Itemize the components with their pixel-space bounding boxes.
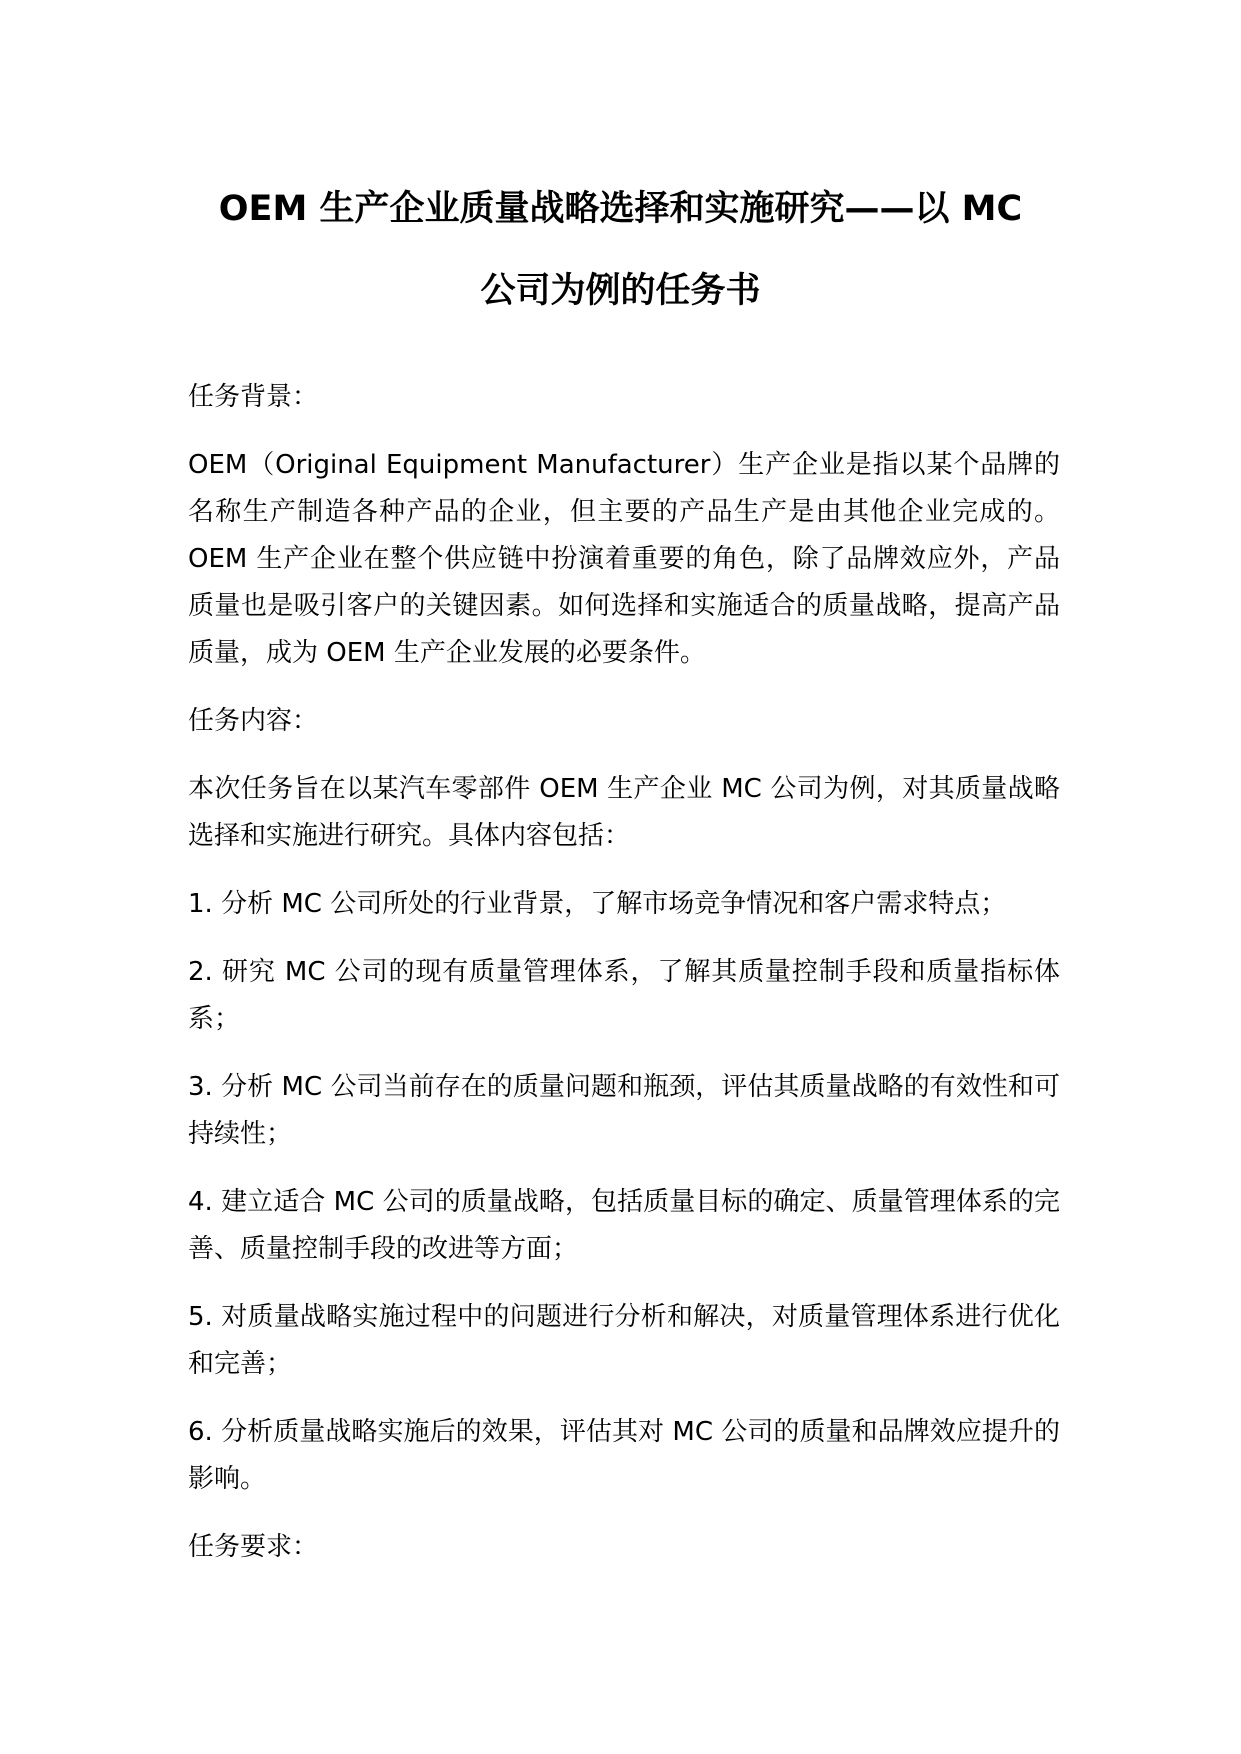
document-body: [188, 374, 1060, 1592]
title-line-2: 公司为例的任务书: [480, 271, 761, 311]
background-paragraph: OEM（Original Equipment Manufacturer）生产企业是指以某个品牌的名称生产制造各种产品的企业，但主要的产品生产是由其他企业完成的。OEM 生产企业在整个供应链中扮演着重要的角色，除了品牌效应外，产品质量也是吸引客户的关键因素。如何选择和实施适合的质量战略，提高产品质量，成为 OEM 生产企业发展的必要条件。: [188, 450, 1060, 668]
list-item: 3. 分析 MC 公司当前存在的质量问题和瓶颈，评估其质量战略的有效性和可持续性；: [188, 1072, 1060, 1149]
list-item: 4. 建立适合 MC 公司的质量战略，包括质量目标的确定、质量管理体系的完善、质量控制手段的改进等方面；: [188, 1187, 1060, 1264]
list-item: 1. 分析 MC 公司所处的行业背景，了解市场竞争情况和客户需求特点；: [188, 889, 1007, 919]
requirements-heading: 任务要求：: [188, 1532, 319, 1562]
document-title: [150, 168, 1091, 332]
list-item: 5. 对质量战略实施过程中的问题进行分析和解决，对质量管理体系进行优化和完善；: [188, 1302, 1060, 1379]
list-item: 2. 研究 MC 公司的现有质量管理体系，了解其质量控制手段和质量指标体系；: [188, 957, 1060, 1034]
background-heading: 任务背景：: [188, 382, 319, 412]
title-line-1: OEM 生产企业质量战略选择和实施研究——以 MC: [218, 189, 1023, 229]
content-intro-paragraph: 本次任务旨在以某汽车零部件 OEM 生产企业 MC 公司为例，对其质量战略选择和实施进行研究。具体内容包括：: [188, 774, 1060, 851]
list-item: 6. 分析质量战略实施后的效果，评估其对 MC 公司的质量和品牌效应提升的影响。: [188, 1417, 1060, 1494]
content-heading: 任务内容：: [188, 706, 319, 736]
